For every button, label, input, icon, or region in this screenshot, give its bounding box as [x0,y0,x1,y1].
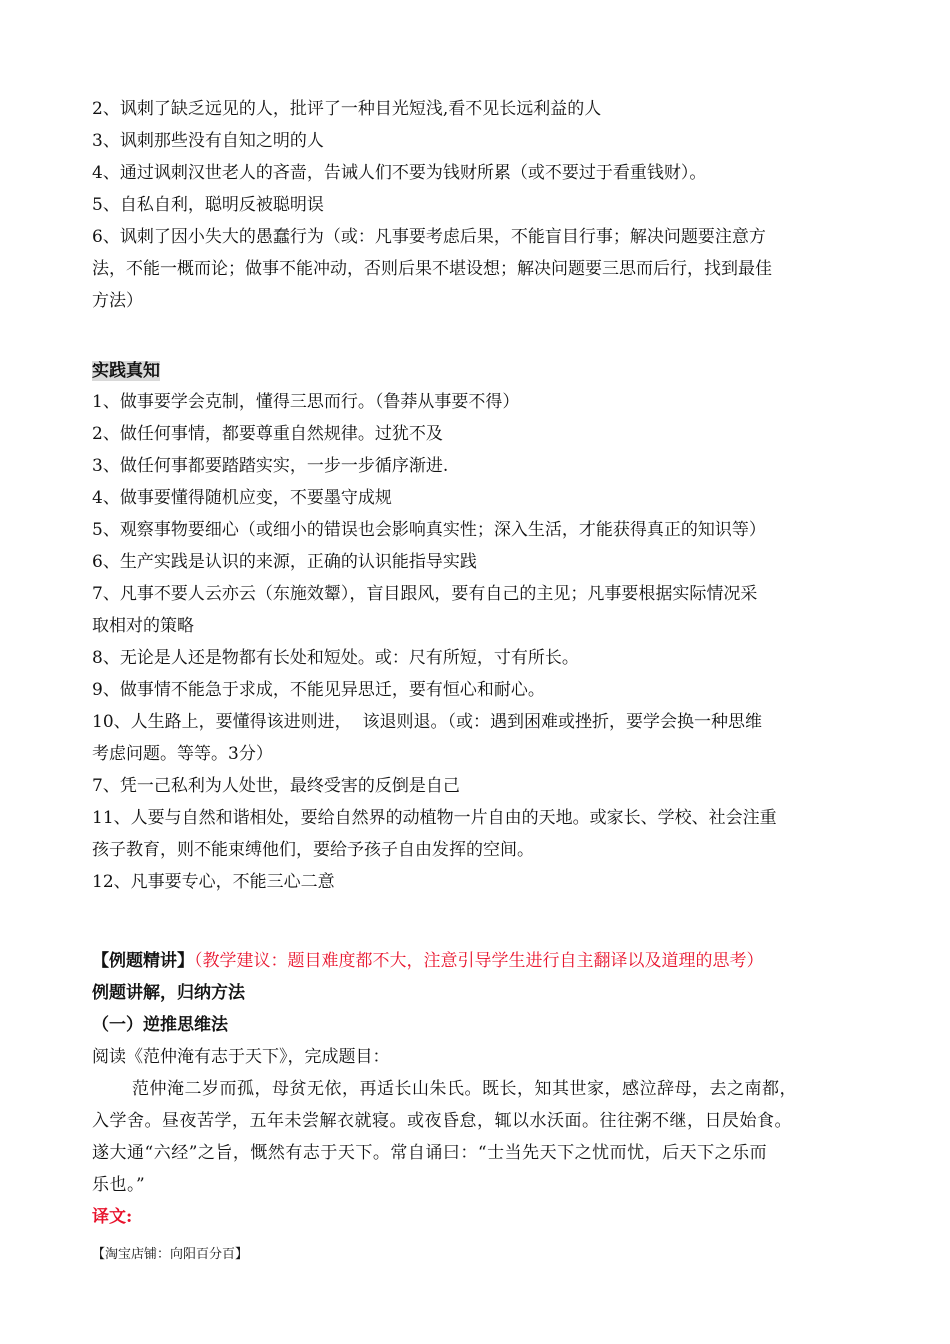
translation-label: 译文: [92,1207,133,1227]
list-item-continuation: 孩子教育，则不能束缚他们，要给予孩子自由发挥的空间。 [92,840,534,860]
section-heading: 实践真知 [92,361,160,381]
classical-passage [92,1073,862,1201]
example-section [92,945,862,1233]
list-item: 4、通过讽刺汉世老人的吝啬，告诫人们不要为钱财所累（或不要过于看重钱财）。 [92,163,707,183]
store-footer: 【淘宝店铺：向阳百分百】 [92,1247,249,1262]
list-item: 5、自私自利，聪明反被聪明误 [92,195,324,215]
list-item: 10、人生路上，要懂得该进则进， 该退则退。（或：遇到困难或挫折，要学会换一种思维 [92,712,762,732]
list-item-continuation: 考虑问题。等等。3分） [92,744,273,764]
example-subheading: 例题讲解，归纳方法 [92,983,245,1003]
reading-intro: 阅读《范仲淹有志于天下》，完成题目： [92,1047,390,1067]
list-item: 3、做任何事都要踏踏实实，一步一步循序渐进. [92,456,449,476]
list-item: 6、讽刺了因小失大的愚蠢行为（或：凡事要考虑后果，不能盲目行事；解决问题要注意方 [92,227,766,247]
list-item: 3、讽刺那些没有自知之明的人 [92,131,324,151]
list-item: 6、生产实践是认识的来源，正确的认识能指导实践 [92,552,477,572]
list-item: 11、人要与自然和谐相处，要给自然界的动植物一片自由的天地。或家长、学校、社会注重 [92,808,777,828]
list-item-continuation: 法，不能一概而论；做事不能冲动，否则后果不堪设想；解决问题要三思而后行，找到最佳 [92,259,772,279]
list-item: 12、凡事要专心，不能三心二意 [92,872,335,892]
list-item: 5、观察事物要细心（或细小的错误也会影响真实性；深入生活，才能获得真正的知识等） [92,520,766,540]
list-item: 4、做事要懂得随机应变，不要墨守成规 [92,488,392,508]
moral-list-section [92,93,862,317]
list-item: 7、凭一己私利为人处世，最终受害的反倒是自己 [92,776,460,796]
list-item: 7、凡事不要人云亦云（东施效颦），盲目跟风，要有自己的主见；凡事要根据实际情况采 [92,584,758,604]
passage-line: 乐也。” [92,1175,146,1195]
list-item-continuation: 取相对的策略 [92,616,194,636]
list-item: 8、无论是人还是物都有长处和短处。或：尺有所短，寸有所长。 [92,648,579,668]
passage-line: 入学舍。昼夜苦学，五年未尝解衣就寝。或夜昏怠，辄以水沃面。往往粥不继，日昃始食。 [92,1111,792,1131]
list-item-continuation: 方法） [92,291,143,311]
passage-line: 范仲淹二岁而孤，母贫无依，再适长山朱氏。既长，知其世家，感泣辞母，去之南都， [132,1079,797,1099]
list-item: 9、做事情不能急于求成，不能见异思迁，要有恒心和耐心。 [92,680,545,700]
example-title-line [92,945,862,977]
passage-line: 遂大通“六经”之旨，慨然有志于天下。常自诵曰：“士当先天下之忧而忧，后天下之乐而 [92,1143,768,1163]
list-item: 2、做任何事情，都要尊重自然规律。过犹不及 [92,424,443,444]
list-item: 1、做事要学会克制，懂得三思而行。（鲁莽从事要不得） [92,392,520,412]
example-title: 【例题精讲】 [92,951,194,971]
practice-section [92,360,862,898]
method-heading: （一）逆推思维法 [92,1015,228,1035]
list-item: 2、讽刺了缺乏远见的人，批评了一种目光短浅,看不见长远利益的人 [92,99,602,119]
teaching-note: （教学建议：题目难度都不大，注意引导学生进行自主翻译以及道理的思考） [194,951,764,971]
